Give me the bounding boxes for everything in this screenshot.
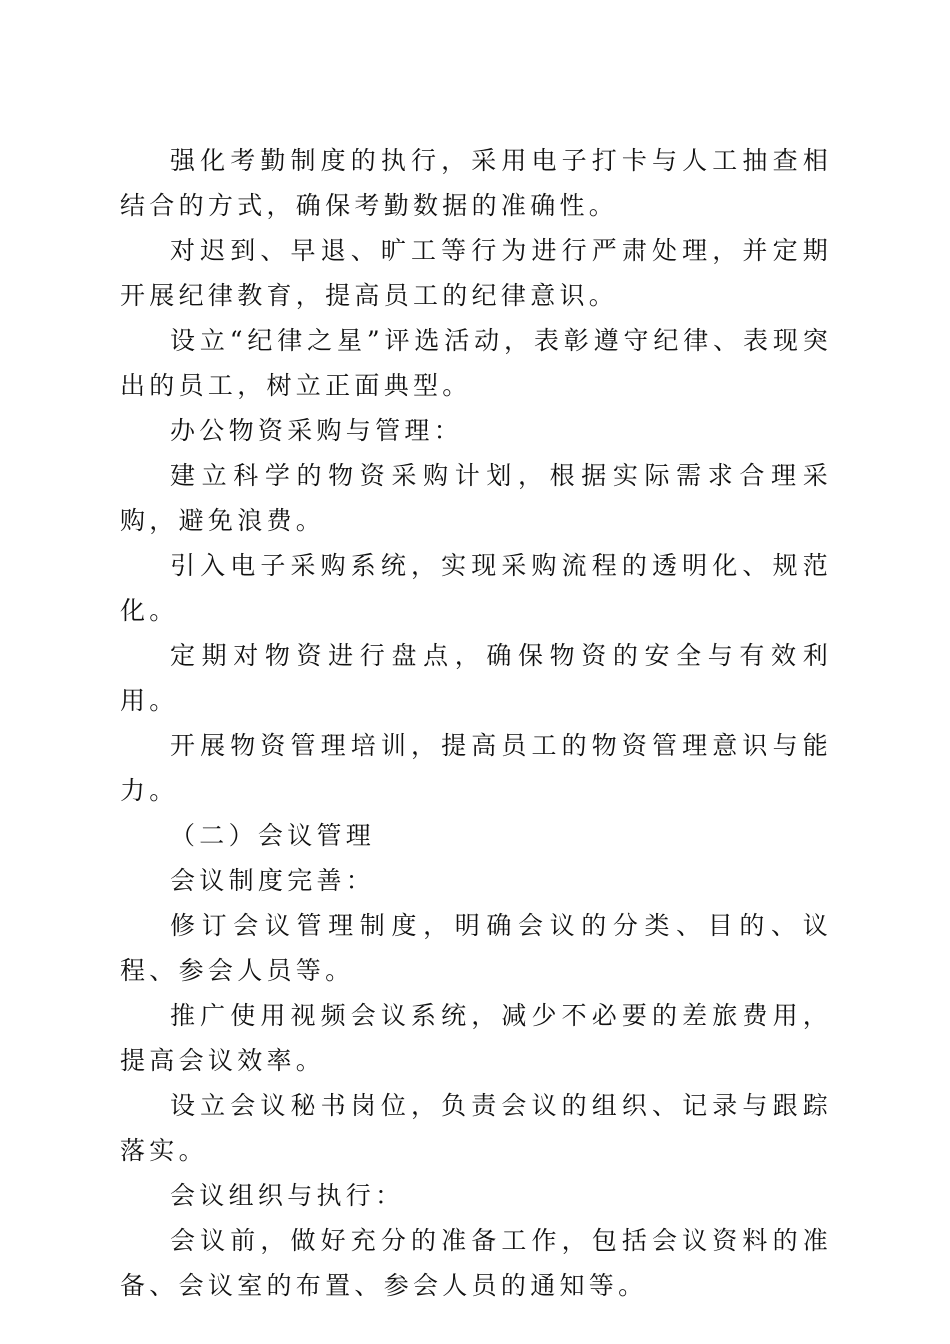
paragraph-supplies-heading: 办公物资采购与管理：: [170, 416, 464, 445]
paragraph-inventory-check: 定期对物资进行盘点，确保物资的安全与有效利用。: [120, 641, 832, 715]
paragraph-meeting-preparation: 会议前，做好充分的准备工作，包括会议资料的准备、会议室的布置、参会人员的通知等。: [120, 1226, 832, 1300]
paragraph-procurement-plan: 建立科学的物资采购计划，根据实际需求合理采购，避免浪费。: [120, 461, 832, 535]
paragraph-attendance-enforcement: 强化考勤制度的执行，采用电子打卡与人工抽查相结合的方式，确保考勤数据的准确性。: [120, 146, 832, 220]
paragraph-meeting-rules-heading: 会议制度完善：: [170, 866, 376, 895]
paragraph-supplies-training: 开展物资管理培训，提高员工的物资管理意识与能力。: [120, 731, 832, 805]
document-body: [120, 138, 832, 1308]
paragraph-e-procurement: 引入电子采购系统，实现采购流程的透明化、规范化。: [120, 551, 832, 625]
paragraph-discipline-star: 设立“纪律之星”评选活动，表彰遵守纪律、表现突出的员工，树立正面典型。: [120, 326, 832, 400]
paragraph-meeting-execution-heading: 会议组织与执行：: [170, 1181, 405, 1210]
paragraph-meeting-rules-revision: 修订会议管理制度，明确会议的分类、目的、议程、参会人员等。: [120, 911, 832, 985]
section-heading-meeting-management: （二）会议管理: [170, 821, 376, 850]
paragraph-video-conference: 推广使用视频会议系统，减少不必要的差旅费用，提高会议效率。: [120, 1001, 832, 1075]
paragraph-discipline-handling: 对迟到、早退、旷工等行为进行严肃处理，并定期开展纪律教育，提高员工的纪律意识。: [120, 236, 832, 310]
paragraph-meeting-secretary: 设立会议秘书岗位，负责会议的组织、记录与跟踪落实。: [120, 1091, 832, 1165]
